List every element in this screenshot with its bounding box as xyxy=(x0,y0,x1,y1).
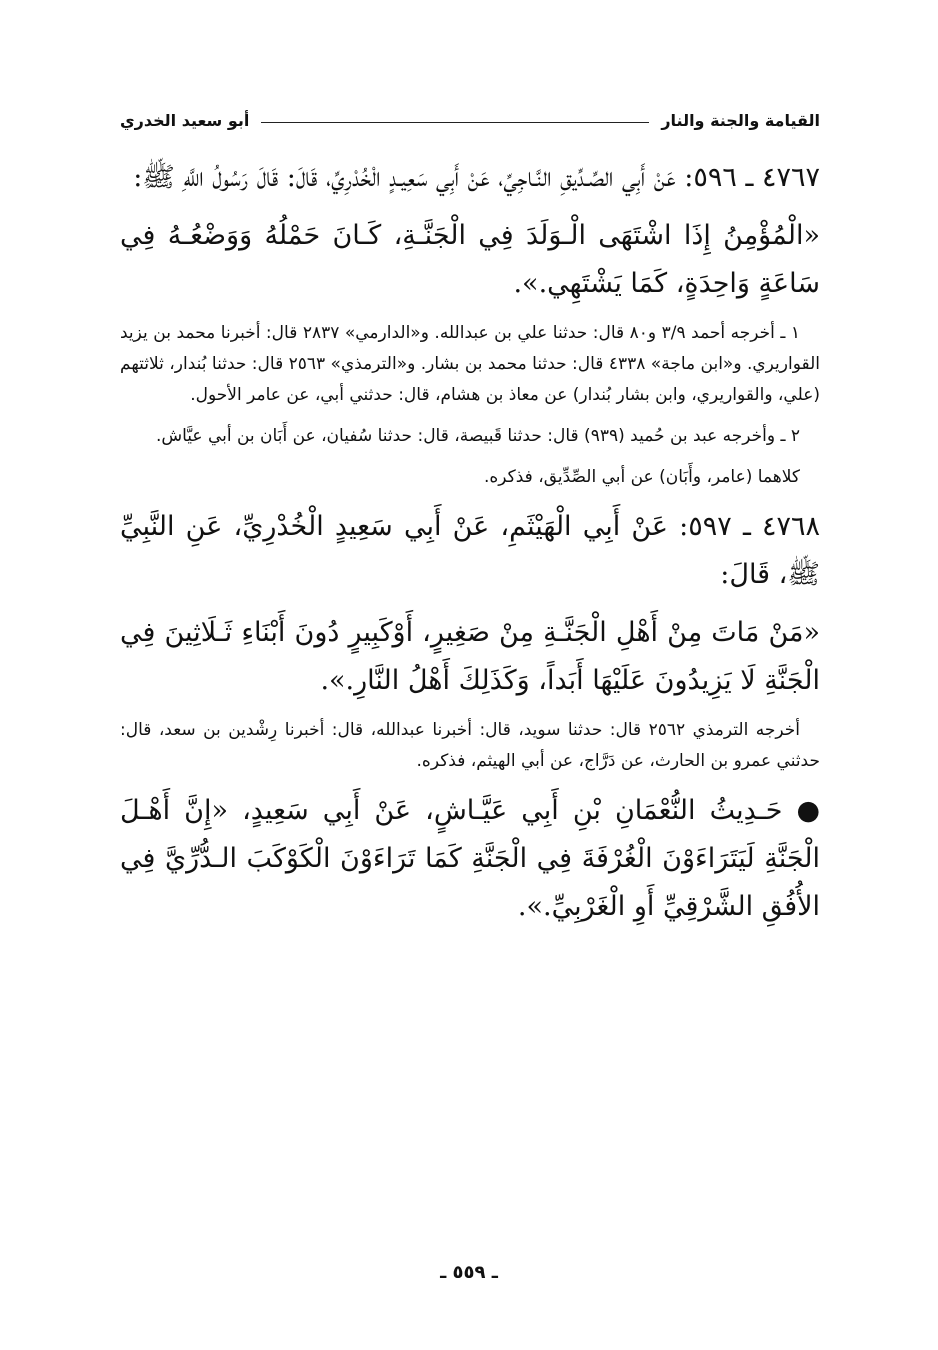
note-4767-3: كلاهما (عامر، وأَبَان) عن أبي الصِّدِّيق، فذكره. xyxy=(483,467,800,487)
header-narrator: أبو سعيد الخدري xyxy=(120,110,250,130)
page-body xyxy=(120,154,820,941)
page-number: ـ ٥٥٩ ـ xyxy=(440,1262,498,1283)
hadith-4767-text: «الْمُؤْمِنُ إِذَا اشْتَهَى الْـوَلَدَ فِي الْجَنَّـةِ، كَـانَ حَمْلُهُ وَوَضْعُـهُ فِي سَاعَةٍ وَاحِدَةٍ، كَمَا يَشْتَهِي.». xyxy=(120,220,820,299)
hadith-4767-intro: ٤٧٦٧ ـ ٥٩٦: عَنْ أَبِي الصِّـدِّيقِ النَّـاجِيِّ، عَنْ أَبِي سَعِيـدٍ الْخُدْرِيِّ، قَالَ: قَالَ رَسُولُ اللَّهِ ﷺ: xyxy=(133,162,820,193)
header-rule xyxy=(261,122,649,123)
header-book-title: القيامة والجنة والنار xyxy=(661,110,820,130)
note-4767-1: ١ ـ أخرجه أحمد ٣/٩ و٨٠ قال: حدثنا علي بن عبدالله. و«الدارمي» ٢٨٣٧ قال: أخبرنا محمد بن يزيد القواريري. و«ابن ماجة» ٤٣٣٨ قال: حدثنا محمد بن بشار. و«الترمذي» ٢٥٦٣ قال: حدثنا بُندار، ثلاثتهم (علي، والقواريري، وابن بشار بُندار) عن معاذ بن هشام، قال: حدثني أبي، عن عامر الأحول. xyxy=(120,323,820,405)
bullet-hadith: ● حَـدِيثُ النُّعْمَانِ بْنِ أَبِي عَيَّـاشٍ، عَنْ أَبِي سَعِيدٍ، «إِنَّ أَهْـلَ الْجَنَّةِ لَيَتَرَاءَوْنَ الْغُرْفَةَ فِي الْجَنَّةِ كَمَا تَرَاءَوْنَ الْكَوْكَبَ الـدُّرِّيَّ فِي الأُفُقِ الشَّرْقِيِّ أَوِ الْغَرْبِيِّ.». xyxy=(120,795,820,922)
note-4768: أخرجه الترمذي ٢٥٦٢ قال: حدثنا سويد، قال: أخبرنا عبدالله، قال: أخبرنا رِشْدين بن سعد، قال: حدثني عمرو بن الحارث، عن دَرَّاج، عن أبي الهيثم، فذكره. xyxy=(120,720,820,771)
running-header xyxy=(120,100,820,140)
note-4767-2: ٢ ـ وأخرجه عبد بن حُميد (٩٣٩) قال: حدثنا قَبيصة، قال: حدثنا سُفيان، عن أَبَان بن أبي عيَّاش. xyxy=(155,426,800,446)
hadith-4768-text: «مَنْ مَاتَ مِنْ أَهْلِ الْجَنَّـةِ مِنْ صَغِيرٍ، أَوْكَبِيرٍ دُونَ أَبْنَاءِ ثَـلَاثِينَ فِي الْجَنَّةِ لَا يَزِيدُونَ عَلَيْهَا أَبَداً، وَكَذَلِكَ أَهْلُ النَّارِ.». xyxy=(120,617,820,696)
hadith-4768-intro: ٤٧٦٨ ـ ٥٩٧: عَنْ أَبِي الْهَيْثَمِ، عَنْ أَبِي سَعِيدٍ الْخُدْرِيِّ، عَنِ النَّبِيِّ ﷺ، قَالَ: xyxy=(120,511,821,590)
